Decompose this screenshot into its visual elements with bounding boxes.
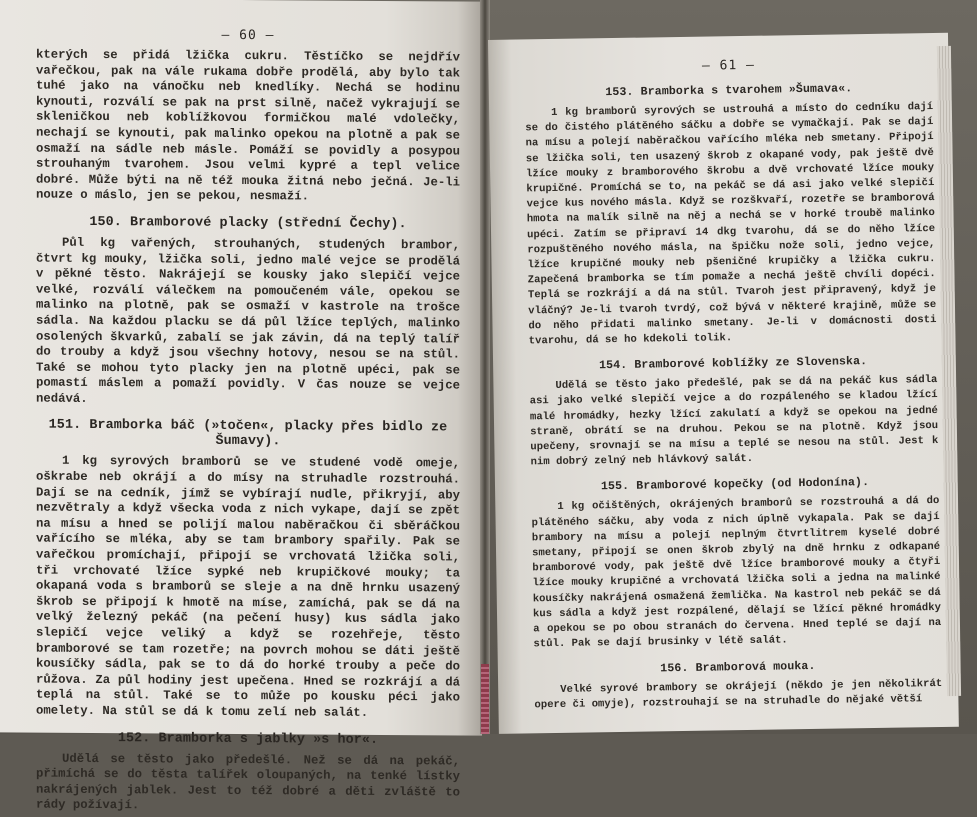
paragraph: Půl kg vařených, strouhaných, studených brambor, čtvrt kg mouky, lžička soli, jedno malé vejce se prodělá v pěkné těsto. Nakrájejí se kousky jako slepičí vejce velké, rozválí válečkem na pomoučeném vále, opekou se malinko na plotně, pak se osmaží v kastrole na trošce sádla. Na každou placku se dá půl lžíce teplých, malinko osolených škvarků, zabalí se jak závin, dá na teplý talíř do trouby a když jsou všechny hotovy, nesou se na stůl. Také se mohou tyto placky jen na plotně upéci, pak se pomastí máslem a pomaží povidly. V čas nouze se vejce nedává. bbox=[36, 235, 460, 406]
recipe-title-152: 152. Bramborka s jablky »s hor«. bbox=[117, 730, 379, 748]
recipe-title-156: 156. Bramborová mouka. bbox=[660, 659, 816, 675]
paragraph: Udělá se těsto jako předešlé. Než se dá na pekáč, přimíchá se do těsta talířek oloupaných, na tenké lístky nakrájených jablek. Jest to též dobré a děti zvláště to rády požívají. bbox=[36, 751, 460, 813]
recipe-title-154: 154. Bramborové koblížky ze Slovenska. bbox=[598, 355, 868, 373]
paragraph: Velké syrové brambory se okrájejí (někdo je jen několikrát opere či omyje), rozstrouhají se na struhadle do nějaké větší bbox=[534, 677, 943, 712]
paragraph: Udělá se těsto jako předešlé, pak se dá na pekáč kus sádla asi jako velké slepičí vejce a do rozpáleného se kladou lžící malé hromádky, hezky lžící zakulatí a když se opekou na jedné straně, obrátí se na druhou. Pekou se na plotně. Když jsou upečeny, srovnají se na mísu a teplé se nesou na stůl. Jest k nim dobrý zelný neb hlávkový salát. bbox=[529, 374, 939, 469]
right-page bbox=[488, 33, 959, 734]
paragraph: 1 kg syrových bramborů se ve studené vodě omeje, oškrabe neb okrájí a do mísy na struhadle rozstrouhá. Dají se na cedník, jímž se vybírají nudle, přikryjí, aby nezvětraly a když všecka voda z nich vykape, dají se zpět na mísu a hned se polijí malou naběračkou či sběráčkou vařícího se mléka, aby se tam brambory spařily. Pak se vařečkou promíchají, připojí se vrchovatá lžička soli, tři vrchovaté lžíce sypké neb krupičkové mouky; ta okapaná voda s bramborů se sleje a na dně hrnku usazený škrob se připojí k hmotě na míse, zamíchá, pak se dá na velký železný pekáč (na pečení husy) kus sádla jako slepičí vejce veliký a když se rozehřeje, těsto bramborové se tam rozetře; na povrch mohou se dáti ještě kousíčky sádla, pak se to dá do horké trouby a peče do růžova. Za půl hodiny jest upečena. Hned se rozkrájí a dá teplá na stůl. Také se to může po kousku péci jako omelety. Na stůl se dá k tomu zelí neb salát. bbox=[36, 454, 460, 720]
page-number-right: — 61 — bbox=[701, 57, 756, 74]
paragraph: 1 kg očištěných, okrájených bramborů se rozstrouhá a dá do plátěného sáčku, aby voda z nich úplně vykapala. Pak se dají brambory na mísu a polejí neplným čtvrtlitrem kyselé dobré smetany, připojí se onen škrob zbylý na dně hrnku z odkapané bramborové vody, pak ještě dvě lžíce bramborové mouky a čtyři lžíce mouky krupičné a vrchovatá lžička soli a jedna na malinké kousíčky nakrájená osmažená žemlička. Na kastrol neb pekáč se dá kus sádla a když jest rozpálené, dělají se lžící pěkné hromádky a opekou se po obou stranách do červena. Hned teplé se dají na stůl. Pak se dají brusinky v létě salát. bbox=[531, 495, 942, 651]
right-page-content bbox=[525, 81, 943, 713]
binding-thread bbox=[481, 664, 489, 734]
recipe-title-150: 150. Bramborové placky (střední Čechy). bbox=[89, 214, 407, 233]
paragraph: kterých se přidá lžička cukru. Těstíčko se nejdřív vařečkou, pak na vále rukama dobře prodělá, aby bylo tak tuhé jako na vánočku neb knedlíky. Nechá se hodinu kynouti, rozválí se pak na prst silně, načež vykrajují se skleničkou neb koblížkovou formičkou malé vdolečky, nechají se kynouti, pak malinko opekou na plotně a pak se osmaží na sádle neb másle. Pomáží se povidly a posypou strouhaným tvarohem. Jsou velmi kypré a tepl velice dobré. Může býti na ně též mouka žitná nebo ječná. Je-li nouze o máslo, jen se pekou, nesmaží. bbox=[36, 47, 460, 204]
paragraph: 1 kg bramborů syrových se ustrouhá a místo do cedníku dají se do čistého plátěného sáčku a dobře se vymačkají. Pak se dají na mísu a polejí naběračkou vařícího mléka neb smetany. Připojí se lžička soli, ten usazený škrob z okapané vody, pak ještě dvě lžíce mouky z bramborového škrobu a dvě vrchovaté lžíce mouky krupičné. Promíchá se to, na pekáč se dá asi jako velké slepičí vejce kus nového másla. Když se rozškvaří, rozetře se bramborová hmota na malík silně na něj a nechá se v horké troubě malinko upéci. Zatím se připraví 14 dkg tvarohu, dá se do něho lžíce rozpuštěného nového másla, na špičku nože soli, jedno vejce, lžíce krupičné mouky neb pšeničné krupičky a lžička cukru. Zapečená bramborka se tím pomaže a nechá ještě chvíli dopéci. Teplá se rozkrájí a dá na stůl. Tvaroh jest připravený, když je vláčný? Je-li tvaroh tvrdý, což bývá v některé krajině, může se do něho přidati malinko smetany. Je-li v domácnosti dosti tvarohu, dá se ho kdekoli tolik. bbox=[525, 101, 937, 348]
left-page-content bbox=[36, 48, 460, 817]
recipe-title-155: 155. Bramborové kopečky (od Hodonína). bbox=[600, 476, 870, 494]
recipe-title-153: 153. Bramborka s tvarohem »Šumava«. bbox=[605, 82, 853, 100]
recipe-title-151: 151. Bramborka báč (»točen«, placky přes bidlo ze Šumavy). bbox=[48, 418, 448, 450]
left-page bbox=[0, 0, 482, 813]
page-number-left: — 60 — bbox=[221, 27, 275, 44]
